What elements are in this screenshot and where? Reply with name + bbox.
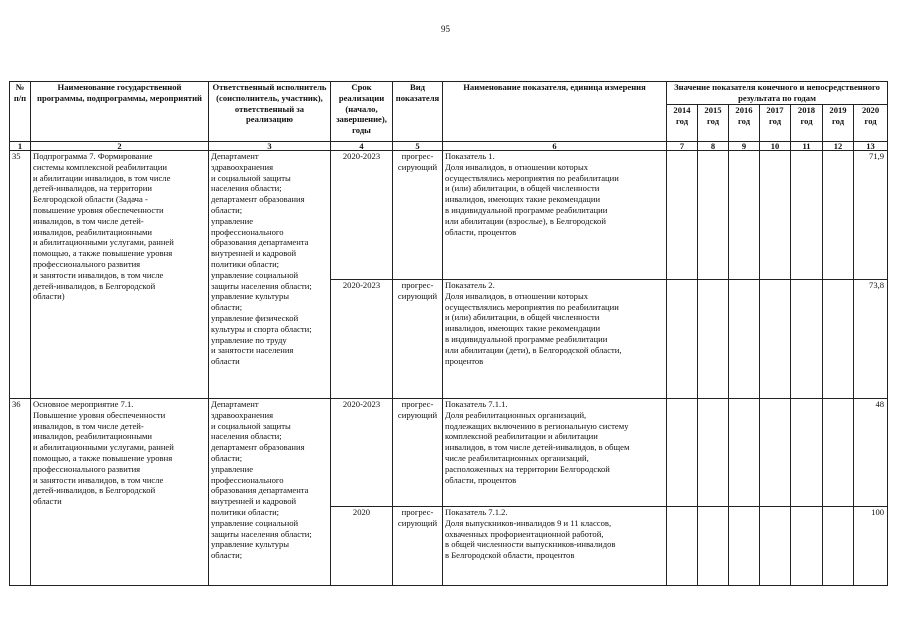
indicator-term: 2020-2023 [331,280,393,399]
header-name: Наименование государственной программы, подпрограммы, мероприятий [31,82,209,142]
col-number: 6 [443,142,667,151]
col-number: 1 [10,142,31,151]
col-number: 7 [667,142,698,151]
value-cell [698,399,729,507]
program-indicators-table [9,81,888,586]
indicator-type: прогрес- сирующий [393,399,443,507]
header-responsible: Ответственный исполнитель (соисполнитель, участник), ответственный за реализацию [209,82,331,142]
header-year-2015: 2015 год [698,105,729,142]
header-year-2014: 2014 год [667,105,698,142]
value-cell [729,399,760,507]
value-cell [667,151,698,280]
header-indicator: Наименование показателя, единица измерения [443,82,667,142]
indicator-term: 2020-2023 [331,151,393,280]
row-name: Основное мероприятие 7.1. Повышение уровня обеспеченности инвалидов, в том числе детей- инвалидов, реабилитационными и абилитационными услугами, ранней помощью, а также повышение уровня профессионального развития и занятости инвалидов, в том числе детей-инвалидов, в Белгородской области [31,399,209,586]
value-cell [729,151,760,280]
header-type: Вид показателя [393,82,443,142]
indicator-term: 2020 [331,507,393,586]
header-year-2020: 2020 год [854,105,888,142]
value-cell [791,280,823,399]
header-year-2016: 2016 год [729,105,760,142]
value-cell [698,151,729,280]
col-number: 2 [31,142,209,151]
row-num: 36 [10,399,31,586]
row-num: 35 [10,151,31,399]
header-num: № п/п [10,82,31,142]
indicator-type: прогрес- сирующий [393,280,443,399]
indicator-term: 2020-2023 [331,399,393,507]
value-cell [760,399,791,507]
value-cell [667,280,698,399]
value-cell [760,151,791,280]
row-name: Подпрограмма 7. Формирование системы комплексной реабилитации и абилитации инвалидов, в том числе детей-инвалидов, на территории Белгородской области (Задача - повышение уровня обеспеченности инвалидов, в том числе детей- инвалидов, реабилитационными и абилитационными услугами, ранней помощью, а также повышение уровня профессионального развития и занятости инвалидов, в том числе детей-инвалидов, в Белгородской области) [31,151,209,399]
indicator-text: Показатель 7.1.1. Доля реабилитационных организаций, подлежащих включению в региональную систему комплексной реабилитации и абилитации инвалидов, в том числе детей-инвалидов, в общем числе реабилитационных организаций, расположенных на территории Белгородской области, процентов [443,399,667,507]
col-number: 10 [760,142,791,151]
col-number: 8 [698,142,729,151]
header-year-2019: 2019 год [823,105,854,142]
table-row [10,399,888,507]
col-number: 9 [729,142,760,151]
value-cell [823,280,854,399]
value-cell [823,151,854,280]
value-2020: 100 [854,507,888,586]
value-cell [760,507,791,586]
header-year-2018: 2018 год [791,105,823,142]
value-cell [698,280,729,399]
value-cell [823,507,854,586]
value-cell [729,507,760,586]
col-number: 3 [209,142,331,151]
header-year-2017: 2017 год [760,105,791,142]
indicator-type: прогрес- сирующий [393,507,443,586]
col-number: 4 [331,142,393,151]
page-number: 95 [441,24,450,34]
col-number: 5 [393,142,443,151]
col-number: 11 [791,142,823,151]
table-row [10,151,888,280]
value-cell [729,280,760,399]
row-responsible: Департамент здравоохранения и социальной защиты населения области; департамент образования области; управление профессионального образования департамента внутренней и кадровой политики области; управление социальной защиты населения области; управление культуры области; управление физической культуры и спорта области; управление по труду и занятости населения области [209,151,331,399]
value-cell [823,399,854,507]
value-cell [791,151,823,280]
col-number: 13 [854,142,888,151]
header-term: Срок реализации (начало, завершение), годы [331,82,393,142]
value-cell [698,507,729,586]
value-2020: 71,9 [854,151,888,280]
indicator-text: Показатель 1. Доля инвалидов, в отношении которых осуществлялись мероприятия по реабилитации и (или) абилитации, в общей численности инвалидов, имеющих такие рекомендации в индивидуальной программе реабилитации или абилитации (взрослые), в Белгородской области, процентов [443,151,667,280]
value-2020: 73,8 [854,280,888,399]
row-responsible: Департамент здравоохранения и социальной защиты населения области; департамент образования области; управление профессионального образования департамента внутренней и кадровой политики области; управление социальной защиты населения области; управление культуры области; [209,399,331,586]
value-cell [667,507,698,586]
col-number: 12 [823,142,854,151]
indicator-text: Показатель 2. Доля инвалидов, в отношении которых осуществлялись мероприятия по реабилитации и (или) абилитации, в общей численности инвалидов, имеющих такие рекомендации в индивидуальной программе реабилитации или абилитации (дети), в Белгородской области, процентов [443,280,667,399]
indicator-text: Показатель 7.1.2. Доля выпускников-инвалидов 9 и 11 классов, охваченных профориентационной работой, в общей численности выпускников-инвалидов в Белгородской области, процентов [443,507,667,586]
indicator-type: прогрес- сирующий [393,151,443,280]
value-2020: 48 [854,399,888,507]
column-number-row [10,142,888,151]
header-row [10,82,888,105]
header-values: Значение показателя конечного и непосредственного результата по годам [667,82,888,105]
value-cell [791,507,823,586]
value-cell [791,399,823,507]
value-cell [760,280,791,399]
value-cell [667,399,698,507]
